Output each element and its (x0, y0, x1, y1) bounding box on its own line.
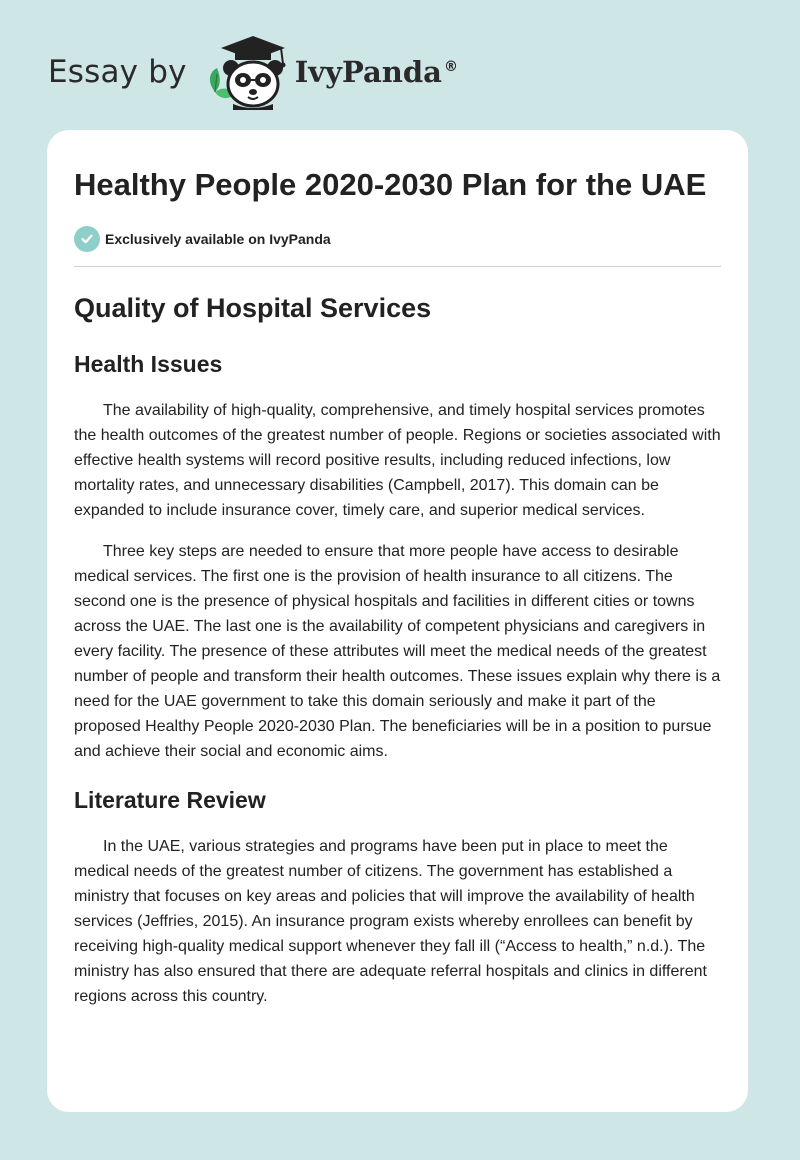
page-title: Healthy People 2020-2030 Plan for the UAE (74, 167, 707, 202)
brand-name: IvyPanda ® (294, 55, 458, 89)
subsection-heading: Health Issues (74, 351, 223, 377)
paragraph: Three key steps are needed to ensure that more people have access to desirable medical services. The first one is the provision of health insurance to all citizens. The second one is the presence of physical hospitals and facilities in different cities or towns across the UAE. The last one is the availability of competent physicians and caregivers in every facility. The presence of these attributes will meet the medical needs of the greatest number of people and transform their health outcomes. These issues explain why there is a need for the UAE government to take this domain seriously and make it part of the proposed Healthy People 2020-2030 Plan. The beneficiaries will be in a position to pursue and achieve their social and economic aims. (74, 543, 721, 760)
paragraph: In the UAE, various strategies and programs have been put in place to meet the medical needs of the greatest number of citizens. The government has established a ministry that focuses on key areas and policies that will improve the availability of health services (Jeffries, 2015). An insurance program exists whereby enrollees can benefit by receiving high-quality medical support whenever they fall ill (“Access to health,” n.d.). The ministry has also ensured that there are adequate referral hospitals and clinics in different regions across this country. (74, 838, 707, 1005)
panda-logo-icon (203, 34, 289, 110)
registered-mark: ® (443, 59, 458, 76)
section-heading: Quality of Hospital Services (74, 293, 432, 323)
brand-prefix: Essay by (48, 54, 187, 90)
exclusive-badge (74, 225, 721, 253)
subsection-heading: Literature Review (74, 787, 266, 813)
divider (74, 266, 721, 267)
paragraph: The availability of high-quality, comprehensive, and timely hospital services promotes the health outcomes of the greatest number of people. Regions or societies associated with effective health systems will record positive results, including reduced infections, low mortality rates, and unnecessary disabilities (Campbell, 2017). This domain can be expanded to include insurance cover, timely care, and superior medical services. (74, 402, 721, 519)
check-icon (74, 226, 100, 252)
brand-header (48, 34, 458, 110)
exclusive-label: Exclusively available on IvyPanda (105, 231, 331, 247)
essay-card (47, 130, 748, 1112)
